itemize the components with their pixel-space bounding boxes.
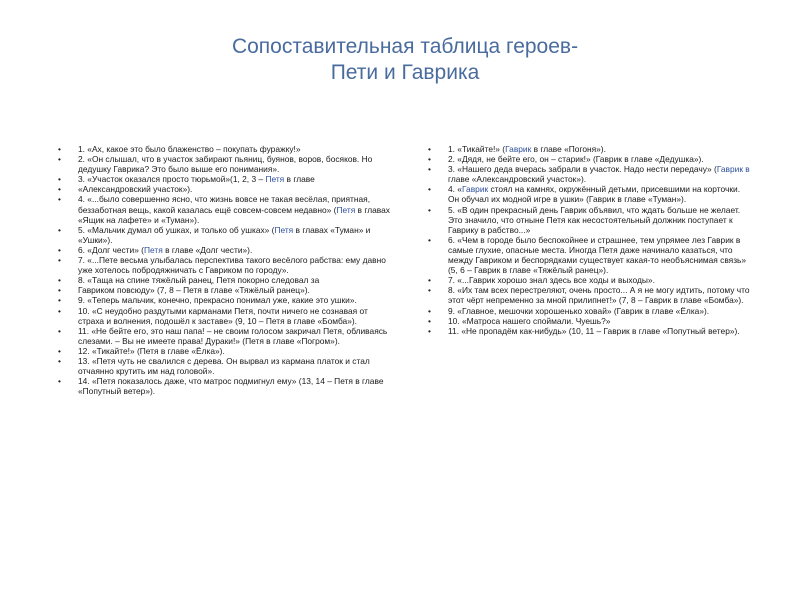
quote-text: 9. «Теперь мальчик, конечно, прекрасно понимал уже, какие это ушки».: [78, 295, 357, 306]
bullet-icon: •: [428, 234, 431, 245]
quote-text: 5. «Мальчик думал об ушках, и только об ушках» (: [78, 224, 275, 235]
bullet-icon: •: [428, 305, 431, 316]
quote-text: 11. «Не пропадём как-нибудь» (10, 11 – Гаврик в главе «Попутный ветер»).: [448, 325, 740, 336]
quote-item: [56, 194, 396, 224]
quote-text: 4. «: [448, 184, 462, 195]
quote-item: [56, 144, 396, 154]
gavrik-quotes-column: [426, 144, 751, 336]
quote-item: [56, 326, 396, 346]
bullet-icon: •: [58, 144, 61, 154]
bullet-icon: •: [58, 154, 61, 165]
quote-text: в главе: [284, 174, 315, 185]
quote-text: 3. «Нашего деда вчерась забрали в участок. Надо нести передачу» (: [448, 164, 717, 175]
highlighted-name: Петя: [274, 224, 294, 235]
highlighted-name: Петя: [143, 244, 163, 255]
bullet-icon: •: [58, 295, 61, 306]
quote-item: [56, 356, 396, 376]
bullet-icon: •: [428, 154, 431, 165]
bullet-icon: •: [428, 184, 431, 195]
quote-text: 2. «Дядя, не бейте его, он – старик!» (Гаврик в главе «Дедушка»).: [448, 154, 704, 165]
quote-text: в главе «Погоня»).: [531, 144, 606, 154]
bullet-icon: •: [58, 345, 61, 356]
quote-text: 14. «Петя показалось даже, что матрос подмигнул ему» (13, 14 – Петя в главе «Попутный ветер»).: [78, 376, 384, 397]
quote-text: 7. «...Пете весьма улыбалась перспектива такого весёлого рабства: ему давно уже хотелось побродяжничать с Гавриком по городу».: [78, 255, 386, 276]
quote-text: 6. «Долг чести» (: [78, 244, 144, 255]
quote-item: [56, 174, 396, 184]
highlighted-name: Гаврик: [461, 184, 489, 195]
bullet-icon: •: [58, 244, 61, 255]
quote-text: в главе «Долг чести»).: [162, 244, 253, 255]
quote-item: [426, 326, 751, 336]
quote-text: Гавриком повсюду» (7, 8 – Петя в главе «Тяжёлый ранец»).: [78, 285, 310, 296]
bullet-icon: •: [58, 355, 61, 366]
quote-item: [426, 235, 751, 275]
quote-text: 2. «Он слышал, что в участок забирают пьяниц, буянов, воров, босяков. Но дедушку Гаврика? Это было выше его понимания».: [78, 154, 373, 175]
quote-text: в главах «Ящик на лафете» и «Туман»).: [78, 204, 390, 225]
slide-title-line-2: Пети и Гаврика: [330, 61, 480, 84]
bullet-icon: •: [428, 285, 431, 296]
bullet-icon: •: [58, 224, 61, 235]
quote-text: 8. «Их там всех перестреляют, очень просто... А я не могу идтить, потому что этот чёрт непременно за мной прилипнет!» (7, 8 – Гаврик в главе «Бомба»).: [448, 285, 750, 306]
quote-item: [56, 285, 396, 295]
quote-text: 4. «...было совершенно ясно, что жизнь вовсе не такая весёлая, приятная, беззаботная вещь, какой казалась ещё совсем-совсем недавно» (: [78, 194, 371, 215]
highlighted-name: Петя: [336, 204, 356, 215]
bullet-icon: •: [58, 174, 61, 185]
bullet-icon: •: [58, 184, 61, 195]
quote-text: 1. «Тикайте!» (: [448, 144, 506, 154]
quote-item: [56, 184, 396, 194]
slide-title: [150, 34, 660, 86]
slide-title-line-1: Сопоставительная таблица героев-: [231, 35, 579, 58]
highlighted-name: Гаврик: [505, 144, 532, 154]
bullet-icon: •: [58, 305, 61, 316]
quote-item: [426, 205, 751, 235]
highlighted-name: Петя: [265, 174, 285, 185]
quote-item: [56, 376, 396, 396]
quote-item: [426, 275, 751, 285]
bullet-icon: •: [58, 285, 61, 296]
bullet-icon: •: [428, 164, 431, 175]
highlighted-name: Гаврик в: [716, 164, 750, 175]
quote-text: 3. «Участок оказался просто тюрьмой»(1, 2, 3 –: [78, 174, 266, 185]
quote-item: [426, 184, 751, 204]
quote-item: [56, 346, 396, 356]
bullet-icon: •: [58, 194, 61, 205]
quote-text: 9. «Главное, мешочки хорошенько ховай» (Гаврик в главе «Ёлка»).: [448, 305, 710, 316]
quote-text: 1. «Ах, какое это было блаженство – покупать фуражку!»: [78, 144, 301, 154]
quote-item: [56, 306, 396, 326]
quote-item: [56, 255, 396, 275]
quote-text: 7. «...Гаврик хорошо знал здесь все ходы и выходы».: [448, 275, 655, 286]
bullet-icon: •: [428, 275, 431, 286]
bullet-icon: •: [428, 315, 431, 326]
quote-item: [426, 316, 751, 326]
quote-item: [56, 154, 396, 174]
quote-text: 10. «С неудобно раздутыми карманами Петя, почти ничего не сознавая от страха и волнения, подошёл к заставе» (9, 10 – Петя в главе «Бомба»).: [78, 305, 368, 326]
bullet-icon: •: [58, 376, 61, 387]
quote-text: 6. «Чем в городе было беспокойнее и страшнее, тем упрямее лез Гаврик в самые глухие, опасные места. Иногда Петя даже начинало казаться, что между Гавриком и беспорядками существует какая-то необъяснимая связь» (5, 6 – Гаврик в главе «Тяжёлый ранец»).: [448, 234, 747, 276]
bullet-icon: •: [58, 255, 61, 266]
quote-text: 11. «Не бейте его, это наш папа! – не своим голосом закричал Петя, обливаясь слезами. – Вы не имеете права! Дураки!» (Петя в главе «Погром»).: [78, 325, 388, 346]
quote-text: 10. «Матроса нашего споймали. Чуешь?»: [448, 315, 611, 326]
quote-item: [56, 245, 396, 255]
bullet-icon: •: [58, 325, 61, 336]
bullet-icon: •: [428, 144, 431, 154]
quote-text: главе «Александровский участок»).: [448, 174, 587, 185]
quote-text: 8. «Таща на спине тяжёлый ранец, Петя покорно следовал за: [78, 275, 320, 286]
quote-item: [426, 306, 751, 316]
quote-item: [56, 225, 396, 245]
quote-item: [426, 144, 751, 154]
quote-text: в главах «Туман» и «Ушки»).: [78, 224, 371, 245]
quote-item: [426, 164, 751, 184]
bullet-icon: •: [58, 275, 61, 286]
quote-text: «Александровский участок»).: [78, 184, 193, 195]
bullet-icon: •: [428, 325, 431, 336]
quote-text: стоял на камнях, окружённый детьми, присевшими на корточки. Он обучал их модной игре в ушки» (Гаврик в главе «Туман»).: [448, 184, 741, 205]
petya-quotes-column: [56, 144, 396, 396]
bullet-icon: •: [428, 204, 431, 215]
quote-item: [426, 285, 751, 305]
quote-text: 5. «В один прекрасный день Гаврик объявил, что ждать больше не желает. Это значило, что отныне Петя как несостоятельный должник поступает к Гаврику в рабство...»: [448, 204, 741, 235]
quote-text: 12. «Тикайте!» (Петя в главе «Ёлка»).: [78, 345, 225, 356]
quote-item: [426, 154, 751, 164]
quote-item: [56, 295, 396, 305]
quote-text: 13. «Петя чуть не свалился с дерева. Он вырвал из кармана платок и стал отчаянно крутить им над головой».: [78, 355, 370, 377]
quote-item: [56, 275, 396, 285]
